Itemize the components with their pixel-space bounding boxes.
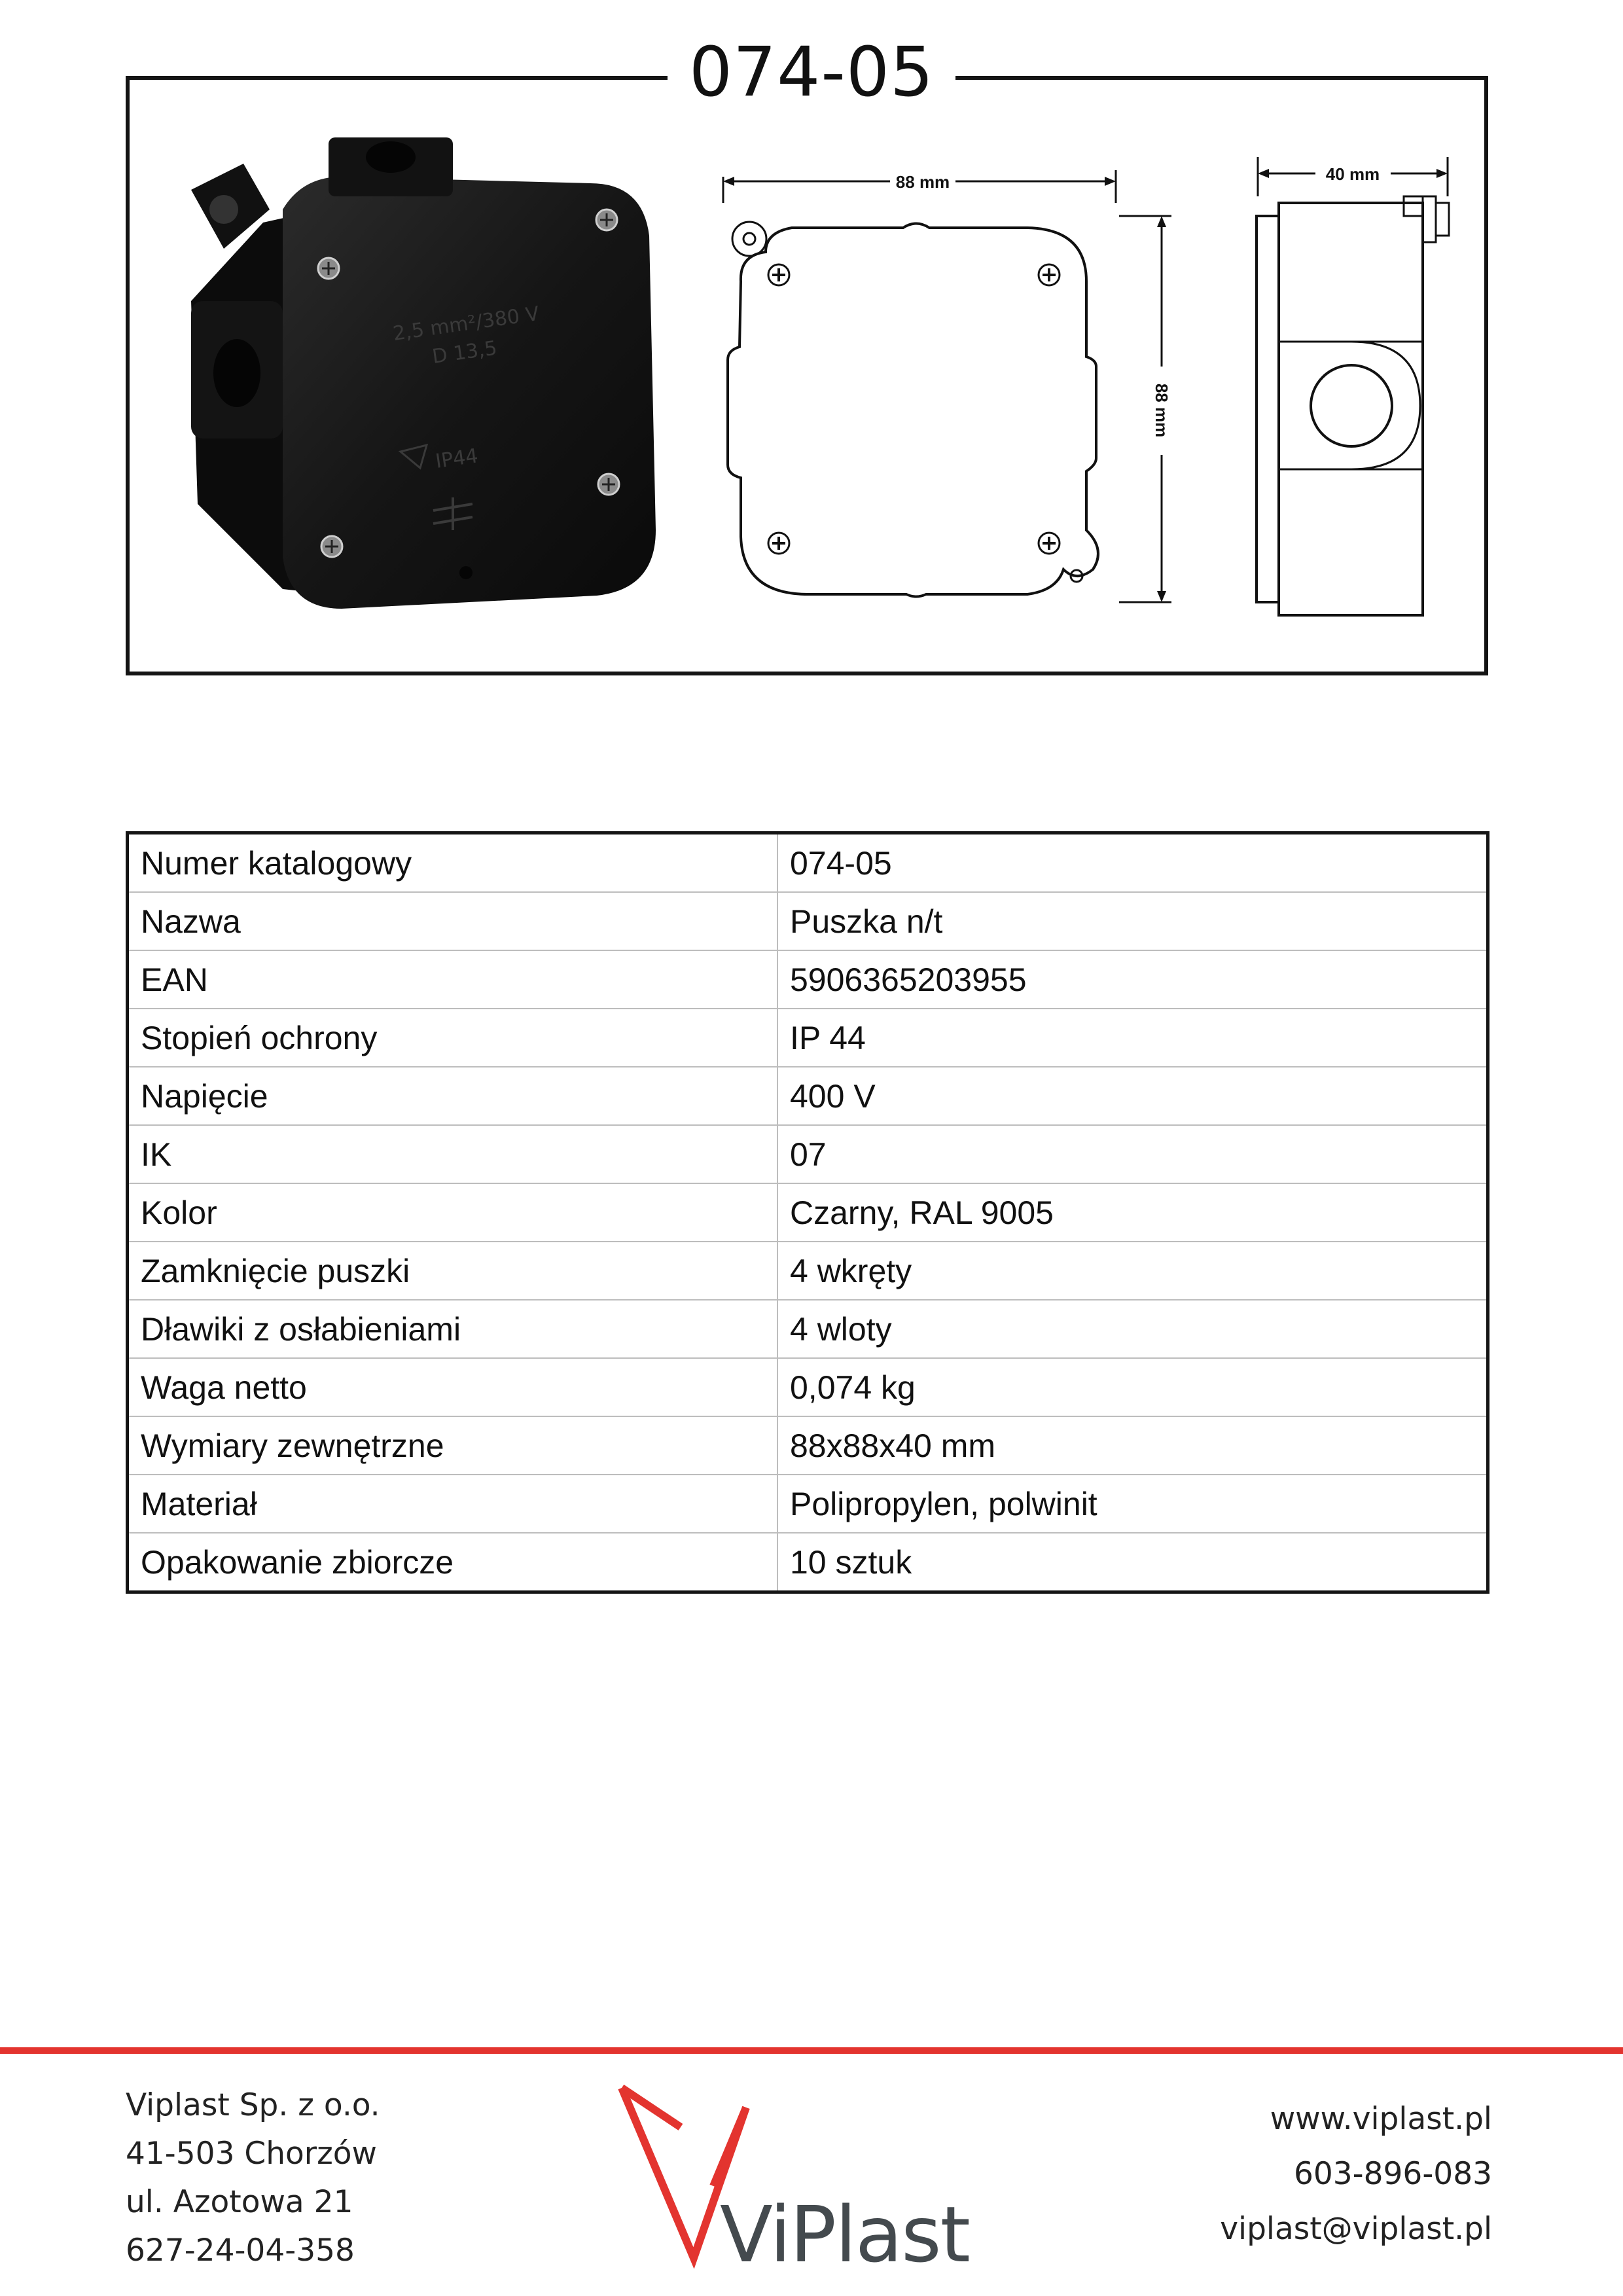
table-row: [128, 1183, 1488, 1242]
table-row: [128, 950, 1488, 1009]
spec-label: Stopień ochrony: [128, 1009, 778, 1067]
spec-value: 0,074 kg: [777, 1358, 1488, 1416]
page-title: 074-05: [668, 26, 955, 118]
spec-value: 4 wloty: [777, 1300, 1488, 1358]
spec-value: Czarny, RAL 9005: [777, 1183, 1488, 1242]
spec-value: 88x88x40 mm: [777, 1416, 1488, 1475]
photo-marking-gland: D 13,5: [431, 336, 499, 368]
depth-dimension-label: 40 mm: [1325, 164, 1380, 184]
table-row: [128, 1242, 1488, 1300]
side-view-drawing: [1243, 151, 1466, 622]
spec-label: Kolor: [128, 1183, 778, 1242]
spec-value: 10 sztuk: [777, 1533, 1488, 1592]
spec-label: Materiał: [128, 1475, 778, 1533]
height-dimension-label: 88 mm: [1152, 383, 1171, 438]
table-row: [128, 1475, 1488, 1533]
spec-value: IP 44: [777, 1009, 1488, 1067]
company-name: Viplast Sp. z o.o.: [126, 2087, 380, 2123]
spec-label: Wymiary zewnętrzne: [128, 1416, 778, 1475]
table-row: [128, 892, 1488, 950]
table-row: [128, 1125, 1488, 1183]
footer-divider: [0, 2047, 1623, 2054]
phone-number: 603-896-083: [1293, 2156, 1492, 2192]
front-view-drawing: [713, 151, 1185, 622]
spec-value: 4 wkręty: [777, 1242, 1488, 1300]
spec-value: Polipropylen, polwinit: [777, 1475, 1488, 1533]
spec-label: Zamknięcie puszki: [128, 1242, 778, 1300]
company-address: [126, 2081, 380, 2275]
product-photo: [171, 137, 682, 635]
website-link[interactable]: www.viplast.pl: [1270, 2101, 1492, 2137]
spec-value: 07: [777, 1125, 1488, 1183]
brand-wordmark: ViPlast: [720, 2189, 969, 2280]
spec-label: Napięcie: [128, 1067, 778, 1125]
address-city: 41-503 Chorzów: [126, 2136, 377, 2172]
company-tax-number: 627-24-04-358: [126, 2233, 355, 2269]
table-row: [128, 1300, 1488, 1358]
specification-table: [126, 831, 1489, 1594]
width-dimension-label: 88 mm: [895, 172, 950, 192]
spec-value: 400 V: [777, 1067, 1488, 1125]
table-row: [128, 1009, 1488, 1067]
spec-label: EAN: [128, 950, 778, 1009]
table-row: [128, 1533, 1488, 1592]
spec-label: IK: [128, 1125, 778, 1183]
company-contact: [1220, 2092, 1492, 2257]
table-row: [128, 1067, 1488, 1125]
table-row: [128, 833, 1488, 893]
address-street: ul. Azotowa 21: [126, 2184, 353, 2220]
spec-value: Puszka n/t: [777, 892, 1488, 950]
spec-label: Opakowanie zbiorcze: [128, 1533, 778, 1592]
email-link[interactable]: viplast@viplast.pl: [1220, 2211, 1492, 2247]
photo-marking-ip: IP44: [434, 444, 480, 473]
table-row: [128, 1358, 1488, 1416]
spec-label: Numer katalogowy: [128, 833, 778, 893]
spec-value: 074-05: [777, 833, 1488, 893]
spec-label: Waga netto: [128, 1358, 778, 1416]
spec-label: Nazwa: [128, 892, 778, 950]
spec-label: Dławiki z osłabieniami: [128, 1300, 778, 1358]
photo-marking-rating: 2,5 mm²/380 V: [391, 302, 541, 346]
spec-value: 5906365203955: [777, 950, 1488, 1009]
table-row: [128, 1416, 1488, 1475]
